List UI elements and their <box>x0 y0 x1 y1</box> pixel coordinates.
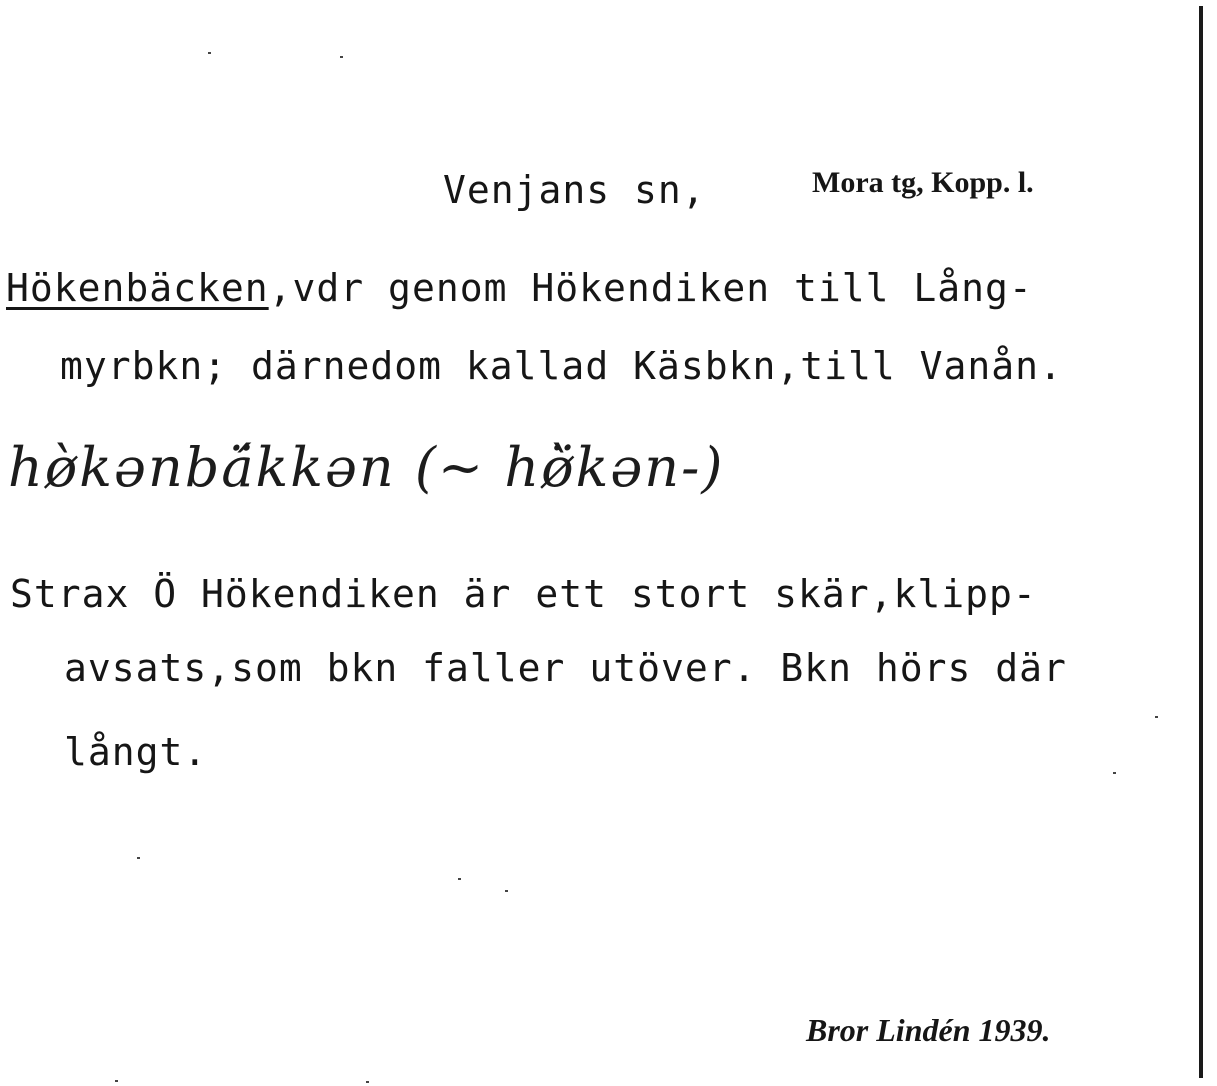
speck <box>458 878 461 880</box>
speck <box>137 857 140 859</box>
entry-line-1 <box>6 266 1033 310</box>
speck <box>1113 772 1116 774</box>
district-stamp: Mora tg, Kopp. l. <box>812 166 1034 199</box>
headword: Hökenbäcken <box>6 266 269 310</box>
entry-line-1-rest: ,vdr genom Hökendiken till Lång- <box>268 266 1033 310</box>
speck <box>366 1081 369 1083</box>
speck <box>1155 716 1158 718</box>
speck <box>505 890 508 892</box>
speck <box>340 56 343 58</box>
pronunciation-handwritten: hø̀kənbä́kkən (~ hø̈̀kən-) <box>8 436 725 499</box>
entry-line-2: myrbkn; därnedom kallad Käsbkn,till Vanån. <box>60 344 1063 388</box>
signature: Bror Lindén 1939. <box>806 1012 1051 1048</box>
entry-line-3: Strax Ö Hökendiken är ett stort skär,klipp- <box>10 572 1037 616</box>
entry-line-5: långt. <box>64 730 208 774</box>
speck <box>115 1080 118 1082</box>
card-edge-line <box>1199 6 1203 1078</box>
entry-line-4: avsats,som bkn faller utöver. Bkn hörs där <box>64 646 1067 690</box>
parish-heading: Venjans sn, <box>443 168 706 212</box>
speck <box>208 52 211 54</box>
